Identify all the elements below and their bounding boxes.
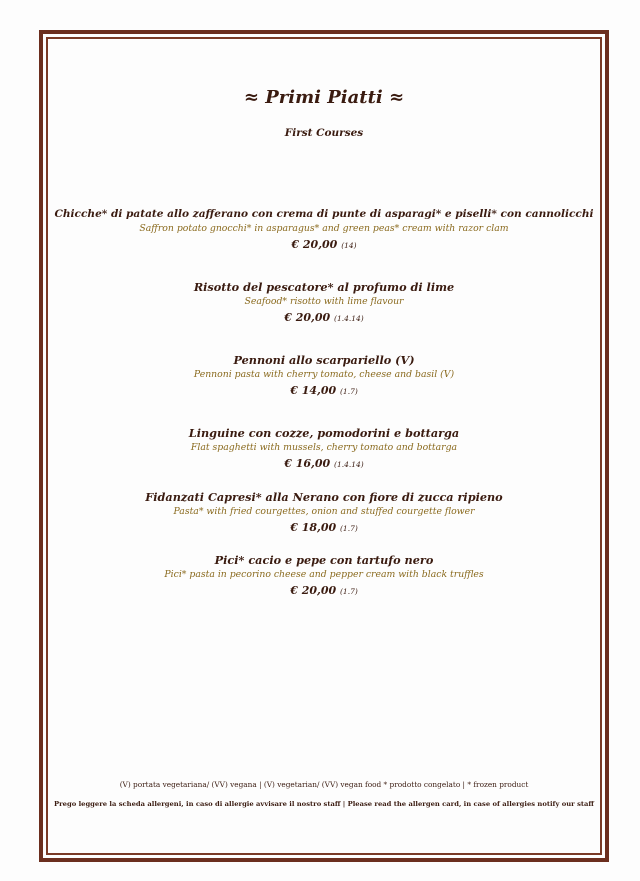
dish-allergens: (1.7) [340, 387, 358, 396]
dish-item [48, 426, 600, 474]
dish-name-italian: Fidanzati Capresi* alla Nerano con fiore di zucca ripieno [145, 490, 503, 504]
dish-price-line [48, 382, 600, 401]
dish-name-english: Saffron potato gnocchi* in asparagus* and green peas* cream with razor clam [139, 223, 509, 234]
dish-allergens: (1.7) [340, 524, 358, 533]
dish-price: € 20,00 [290, 584, 337, 597]
dish-item [48, 490, 600, 538]
dish-name-english: Pennoni pasta with cherry tomato, cheese and basil (V) [193, 369, 455, 380]
dish-price-line [48, 309, 600, 328]
dish-price-line [48, 582, 600, 601]
dish-price-line [48, 519, 600, 538]
dish-name-italian: Pici* cacio e pepe con tartufo nero [214, 553, 434, 567]
dish-item [48, 353, 600, 401]
dish-price: € 20,00 [291, 238, 338, 251]
menu-title: ≈ Primi Piatti ≈ [243, 87, 405, 108]
dish-name-english: Pasta* with fried courgettes, onion and stuffed courgette flower [173, 506, 475, 517]
menu-subtitle: First Courses [284, 127, 364, 139]
dish-name-english: Seafood* risotto with lime flavour [244, 296, 404, 307]
dish-price: € 14,00 [290, 384, 337, 397]
dish-name-italian: Pennoni allo scarpariello (V) [233, 353, 415, 367]
dish-price-line [48, 455, 600, 474]
dish-allergens: (1.7) [340, 587, 358, 596]
dish-item [48, 553, 600, 601]
dish-allergens: (14) [341, 241, 357, 250]
dish-name-english: Flat spaghetti with mussels, cherry tomato and bottarga [190, 442, 458, 453]
dish-price: € 20,00 [284, 311, 331, 324]
dish-price: € 18,00 [290, 521, 337, 534]
dish-price: € 16,00 [284, 457, 331, 470]
dish-allergens: (1.4.14) [334, 314, 364, 323]
dish-item [48, 280, 600, 328]
dish-name-italian: Chicche* di patate allo zafferano con crema di punte di asparagi* e piselli* con cannolicchi [54, 208, 594, 220]
dish-name-italian: Linguine con cozze, pomodorini e bottarga [188, 426, 460, 440]
dish-item [48, 207, 600, 255]
dish-name-italian: Risotto del pescatore* al profumo di lime [193, 280, 455, 294]
dish-allergens: (1.4.14) [334, 460, 364, 469]
dish-price-line [48, 236, 600, 255]
footer-legend: (V) portata vegetariana/ (VV) vegana | (V) vegetarian/ (VV) vegan food * prodotto congelato | * frozen product [119, 780, 529, 789]
dish-name-english: Pici* pasta in pecorino cheese and pepper cream with black truffles [164, 569, 484, 580]
footer-allergen-notice: Prego leggere la scheda allergeni, in caso di allergie avvisare il nostro staff | Please read the allergen card, in case of allergies notify our staff [54, 800, 594, 808]
menu-content [48, 39, 600, 853]
